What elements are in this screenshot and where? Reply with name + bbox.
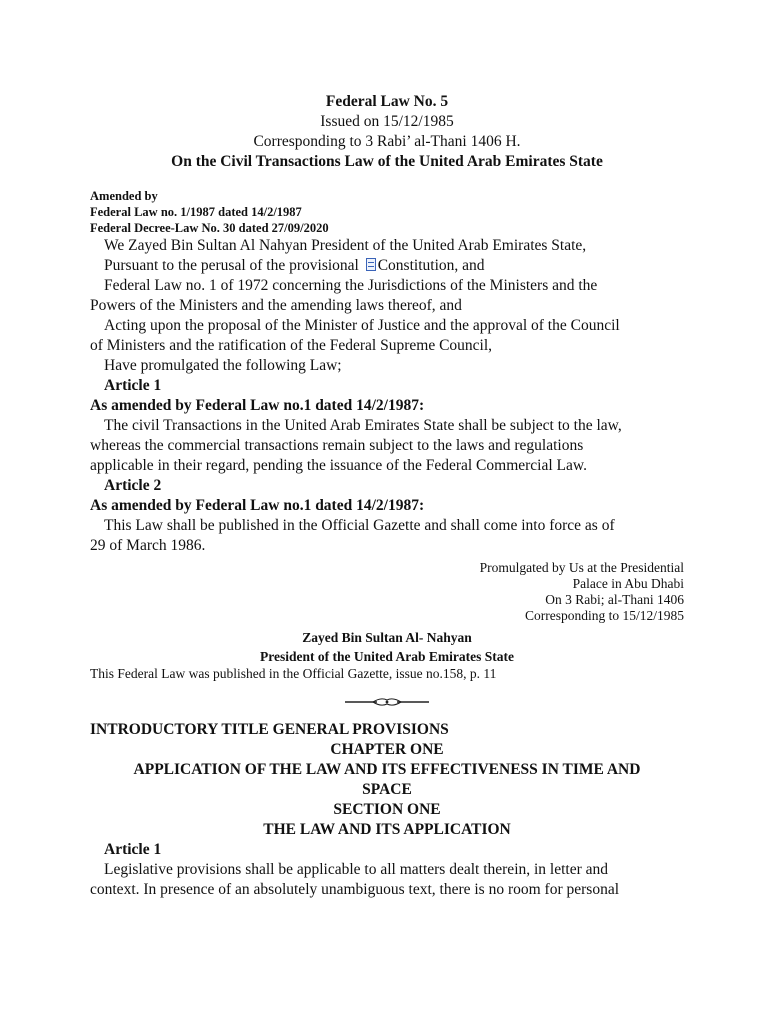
document-page	[90, 92, 684, 900]
promulgation-line: Promulgated by Us at the Presidential	[479, 560, 684, 575]
promulgation-line: On 3 Rabi; al-Thani 1406	[545, 592, 684, 607]
article-text: 29 of March 1986.	[90, 537, 206, 554]
preamble-line: Federal Law no. 1 of 1972 concerning the Jurisdictions of the Ministers and the	[104, 277, 598, 294]
section-heading: SECTION ONE	[333, 801, 441, 818]
preamble-line: We Zayed Bin Sultan Al Nahyan President of the United Arab Emirates State,	[104, 237, 587, 254]
section-title: THE LAW AND ITS APPLICATION	[263, 821, 511, 838]
promulgation-line: Corresponding to 15/12/1985	[525, 608, 684, 623]
amendment-item: Federal Decree-Law No. 30 dated 27/09/2020	[90, 221, 329, 235]
preamble	[90, 236, 684, 376]
article-amended-note: As amended by Federal Law no.1 dated 14/2/1987:	[90, 397, 425, 414]
law-header	[90, 92, 684, 172]
article-text: The civil Transactions in the United Arab Emirates State shall be subject to the law,	[104, 417, 622, 434]
article-amended-note: As amended by Federal Law no.1 dated 14/2/1987:	[90, 497, 425, 514]
law-number: Federal Law No. 5	[325, 93, 449, 110]
hijri-date: Corresponding to 3 Rabi’ al-Thani 1406 H.	[253, 133, 521, 150]
amendment-item: Federal Law no. 1/1987 dated 14/2/1987	[90, 205, 302, 219]
document-link-icon[interactable]	[366, 258, 376, 271]
preamble-text: Pursuant to the perusal of the provisional	[104, 257, 363, 274]
signatory-role: President of the United Arab Emirates State	[260, 649, 514, 664]
article-text: context. In presence of an absolutely unambiguous text, there is no room for personal	[90, 881, 620, 898]
amended-by-label: Amended by	[90, 189, 158, 203]
law-title: On the Civil Transactions Law of the United Arab Emirates State	[171, 153, 603, 170]
ornamental-divider-icon	[90, 692, 684, 712]
chapter-title: SPACE	[362, 781, 412, 798]
gazette-note: This Federal Law was published in the Official Gazette, issue no.158, p. 11	[90, 666, 497, 681]
chapter-heading: CHAPTER ONE	[330, 741, 444, 758]
amendments-block	[90, 188, 684, 236]
preamble-line: Have promulgated the following Law;	[104, 357, 342, 374]
article-1	[90, 376, 684, 476]
article-heading: Article 1	[104, 377, 162, 394]
article-text: applicable in their regard, pending the issuance of the Federal Commercial Law.	[90, 457, 587, 474]
preamble-line: Acting upon the proposal of the Minister of Justice and the approval of the Council	[104, 317, 620, 334]
article-text: whereas the commercial transactions remain subject to the laws and regulations	[90, 437, 584, 454]
signature-block	[90, 628, 684, 682]
issued-date: Issued on 15/12/1985	[320, 113, 454, 130]
article-heading: Article 2	[104, 477, 162, 494]
article-heading: Article 1	[104, 841, 162, 858]
preamble-line: of Ministers and the ratification of the Federal Supreme Council,	[90, 337, 493, 354]
article-text: This Law shall be published in the Official Gazette and shall come into force as of	[104, 517, 615, 534]
article-text: Legislative provisions shall be applicable to all matters dealt therein, in letter and	[104, 861, 609, 878]
promulgation-line: Palace in Abu Dhabi	[572, 576, 684, 591]
promulgation-block	[90, 560, 684, 624]
constitution-link[interactable]: Constitution, and	[377, 257, 485, 274]
chapter-title: APPLICATION OF THE LAW AND ITS EFFECTIVENESS IN TIME AND	[133, 761, 641, 778]
title-heading: INTRODUCTORY TITLE GENERAL PROVISIONS	[90, 721, 449, 738]
preamble-line	[90, 256, 684, 276]
signatory-name: Zayed Bin Sultan Al- Nahyan	[302, 630, 472, 645]
general-provisions	[90, 720, 684, 900]
preamble-line: Powers of the Ministers and the amending laws thereof, and	[90, 297, 462, 314]
article-2	[90, 476, 684, 556]
